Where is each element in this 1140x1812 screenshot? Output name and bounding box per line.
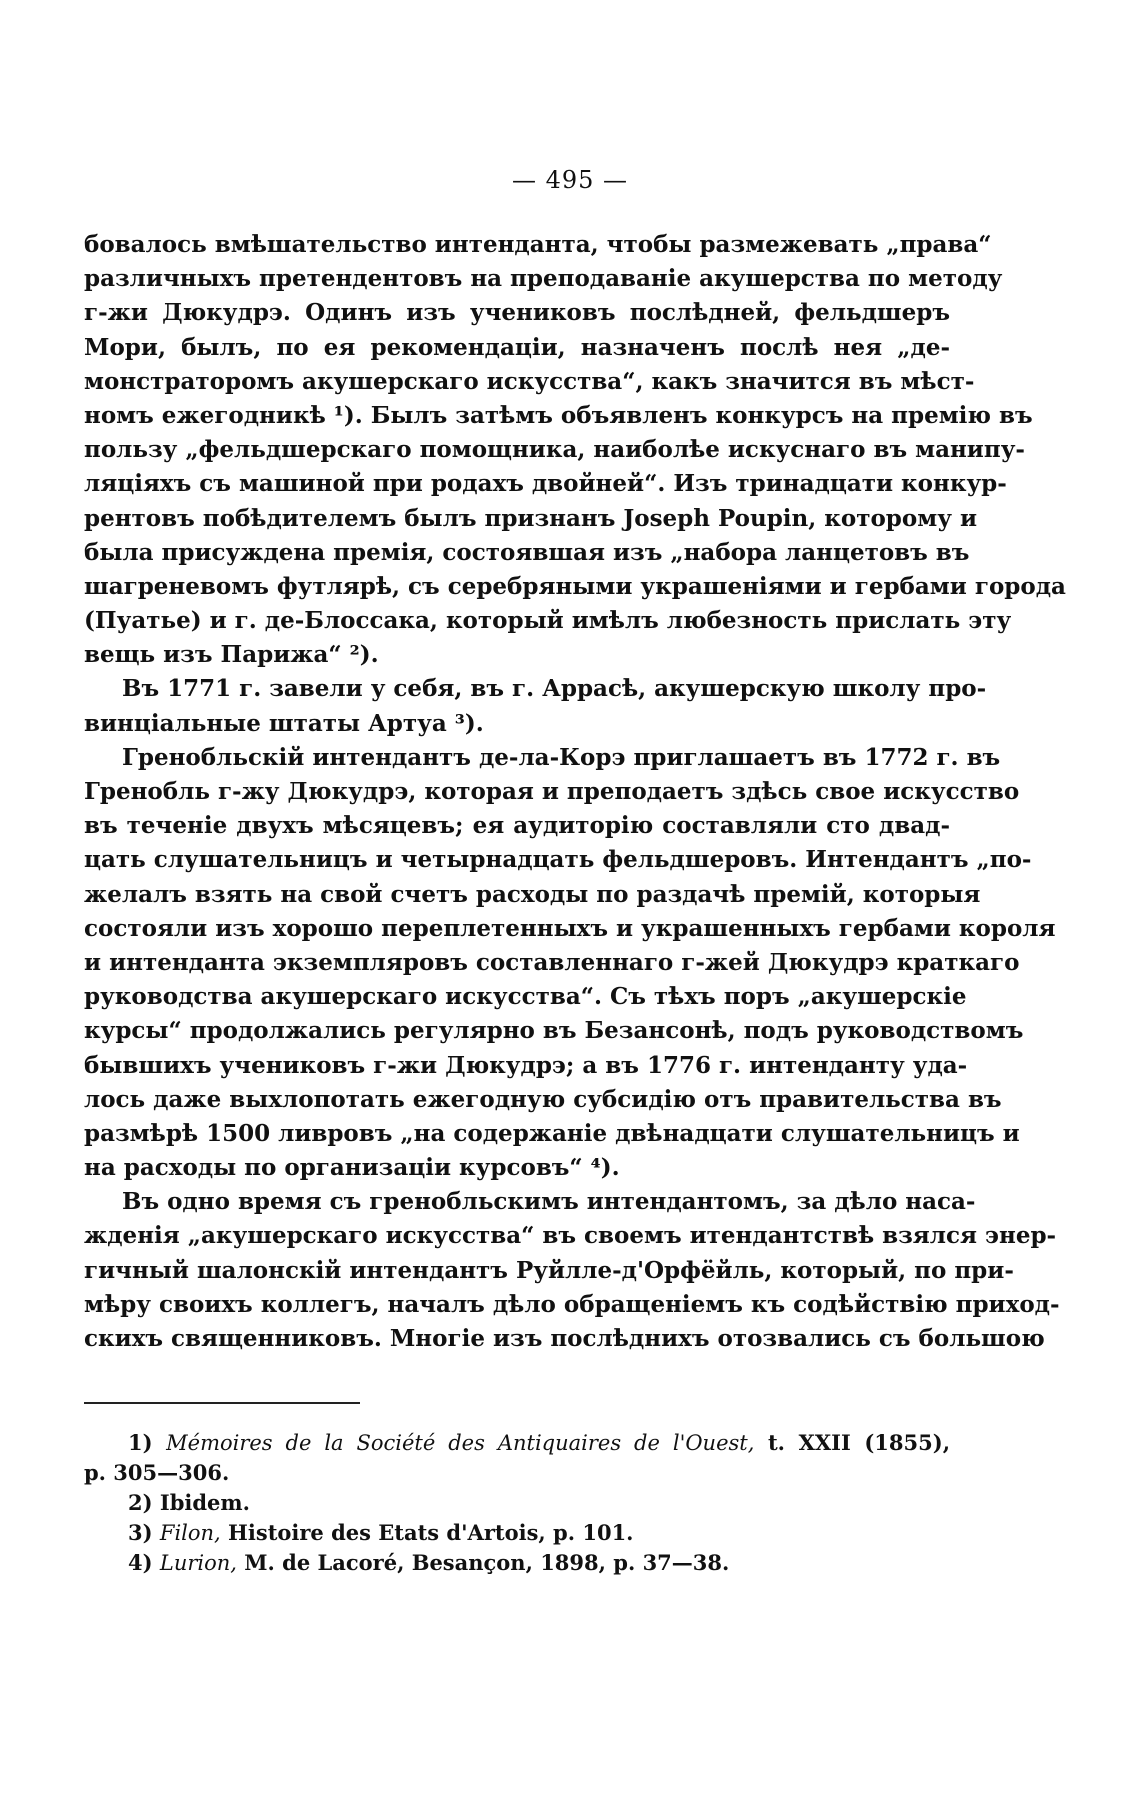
footnote-author: Lurion, [159,1551,237,1575]
text-line: состояли изъ хорошо переплетенныхъ и украшенныхъ гербами короля [84,914,1056,942]
text-line: курсы“ продолжались регулярно въ Безансонѣ, подъ руководствомъ [84,1017,1024,1045]
text-line: бывшихъ учениковъ г-жи Дюкудрэ; а въ 1776 г. интенданту уда- [84,1051,968,1079]
text-line: размѣрѣ 1500 ливровъ „на содержаніе двѣнадцати слушательницъ и [84,1119,1020,1147]
text-line: жденія „акушерскаго искусства“ въ своемъ итендантствѣ взялся энер- [84,1222,1057,1250]
text-line: Въ 1771 г. завели у себя, въ г. Аррасѣ, акушерскую школу про- [122,675,987,703]
footnote-mark: 3) [128,1520,153,1545]
text-line: желалъ взять на свой счетъ расходы по раздачѣ премій, которыя [84,880,981,908]
footnote-1-continuation: p. 305—306. [84,1460,230,1485]
text-line: различныхъ претендентовъ на преподаваніе акушерства по методу [84,265,1003,293]
text-line: (Пуатье) и г. де-Блоссака, который имѣлъ любезность прислать эту [84,607,1012,635]
text-line: скихъ священниковъ. Многіе изъ послѣднихъ отозвались съ большою [84,1325,1045,1352]
text-line: Гренобль г-жу Дюкудрэ, которая и преподаетъ здѣсь свое искусство [84,778,1020,805]
text-line: рентовъ побѣдителемъ былъ признанъ Joseph Poupin, которому и [84,504,978,532]
text-line: г-жи Дюкудрэ. Одинъ изъ учениковъ послѣдней, фельдшеръ [84,299,950,327]
footnotes [84,1428,950,1578]
text-line: цать слушательницъ и четырнадцать фельдшеровъ. Интендантъ „по- [84,846,1032,874]
text-line: бовалось вмѣшательство интенданта, чтобы размежевать „права“ [84,231,992,258]
text-line: пользу „фельдшерскаго помощника, наиболѣе искуснаго въ манипу- [84,436,1025,464]
text-line: ляціяхъ съ машиной при родахъ двойней“. Изъ тринадцати конкур- [84,470,1007,498]
footnote-text: M. de Lacoré, Besançon, 1898, p. 37—38. [244,1550,730,1575]
footnote-source-title: Mémoires de la Société des Antiquaires de l'Ouest, [166,1431,755,1455]
text-line: Мори, былъ, по ея рекомендаціи, назначенъ послѣ нея „де- [84,333,950,361]
footnote-3 [84,1518,950,1548]
text-line: номъ ежегодникѣ ¹). Былъ затѣмъ объявленъ конкурсъ на премію въ [84,401,1033,429]
text-line: въ теченіе двухъ мѣсяцевъ; ея аудиторію составляли сто двад- [84,812,950,840]
page-number: — 495 — [511,166,629,194]
footnote-author: Filon, [159,1521,221,1545]
text-line: гичный шалонскій интендантъ Руйлле-д'Орфёйль, который, по при- [84,1256,1014,1284]
footnote-mark: 4) [128,1550,153,1575]
footnote-4 [84,1548,950,1578]
text-line: была присуждена премія, состоявшая изъ „набора ланцетовъ въ [84,538,970,566]
text-line: вещь изъ Парижа“ ²). [84,641,379,669]
text-line: Гренобльскій интендантъ де-ла-Корэ приглашаетъ въ 1772 г. въ [122,743,1001,771]
footnote-text: Histoire des Etats d'Artois, p. 101. [228,1520,634,1545]
footnote-text: t. XXII (1855), [767,1430,951,1455]
text-line: мѣру своихъ коллегъ, началъ дѣло обращеніемъ къ содѣйствію приход- [84,1290,1060,1318]
footnote-mark: 2) [128,1490,153,1515]
footnote-2 [84,1488,950,1518]
text-line: руководства акушерскаго искусства“. Съ тѣхъ поръ „акушерскіе [84,983,967,1011]
text-line: на расходы по организаціи курсовъ“ ⁴). [84,1154,620,1182]
text-line: лось даже выхлопотать ежегодную субсидію отъ правительства въ [84,1085,1002,1113]
text-line: винціальные штаты Артуа ³). [84,709,484,737]
footnote-text: Ibidem. [159,1490,250,1515]
text-line: монстраторомъ акушерскаго искусства“, какъ значится въ мѣст- [84,367,975,395]
text-line: Въ одно время съ гренобльскимъ интендантомъ, за дѣло наса- [122,1188,976,1216]
text-line: шагреневомъ футлярѣ, съ серебряными украшеніями и гербами города [84,572,1066,600]
footnote-divider [84,1402,360,1404]
footnote-1 [84,1428,950,1458]
footnote-mark: 1) [128,1430,153,1455]
text-line: и интенданта экземпляровъ составленнаго г-жей Дюкудрэ краткаго [84,948,1020,976]
body-text [84,228,1066,1356]
